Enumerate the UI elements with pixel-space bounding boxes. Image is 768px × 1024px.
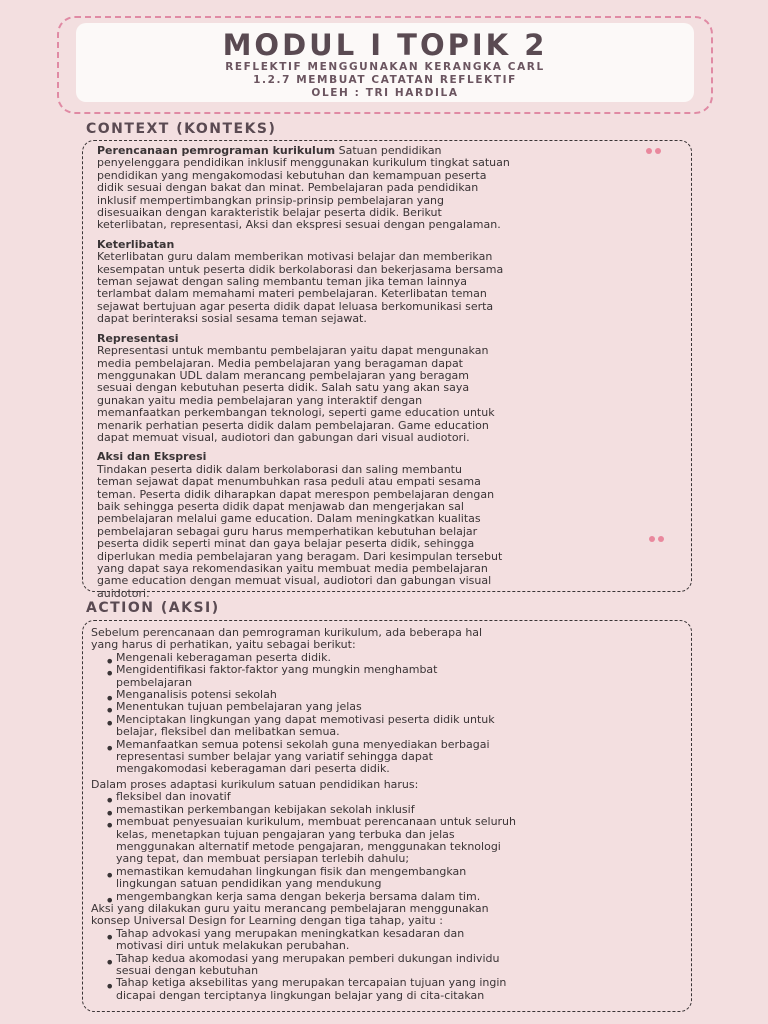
context-intro-line: disesuaikan dengan karakteristik belajar peserta didik. Berikut	[97, 207, 442, 220]
list-item: • Tahap kedua akomodasi yang merupakan pemberi dukungan individu sesuai dengan kebutuhan	[107, 953, 681, 978]
intro-heading: Perencanaan pemrograman kurikulum	[97, 145, 336, 157]
section-line: Tindakan peserta didik dalam berkolaborasi dan saling membantu	[97, 463, 462, 476]
list-item: • Tahap ketiga aksebilitas yang merupakan tercapaian tujuan yang ingin dicapai dengan terciptanya lingkungan belajar yang di cita-citakan	[107, 977, 681, 1002]
context-intro-line: keterlibatan, representasi, Aksi dan ekspresi sesuai dengan pengalaman.	[97, 219, 501, 232]
section-line: gunakan yaitu media pembelajaran yang interaktif dengan	[97, 394, 423, 407]
section-line: terlambat dalam memahami materi pembelajaran. Keterlibatan teman	[97, 288, 487, 301]
list-item: • fleksibel dan inovatif	[107, 791, 681, 803]
list-item: • memastikan kemudahan lingkungan fisik dan mengembangkan lingkungan satuan pendidikan yang mendukung	[107, 866, 681, 891]
adaptation-list	[91, 791, 681, 903]
list-item: • Menentukan tujuan pembelajaran yang jelas	[107, 701, 681, 713]
subtitle-line-1: REFLEKTIF MENGGUNAKAN KERANGKA CARL	[225, 61, 545, 73]
aksi-ekspresi-section	[97, 451, 681, 600]
list-item: • Mengidentifikasi faktor-faktor yang mungkin menghambat pembelajaran	[107, 664, 681, 689]
section-line: menggunakan UDL dalam merancang pembelajaran yang beragam	[97, 369, 470, 382]
context-intro-line: pendidikan yang mengakomodasi kebutuhan dan kemampuan peserta	[97, 169, 487, 182]
section-line: menarik perhatian peserta didik dalam pembelajaran. Game education	[97, 419, 489, 432]
section-line: memanfaatkan perkembangan teknologi, seperti game education untuk	[97, 407, 495, 420]
context-intro-line: didik sesuai dengan bakat dan minat. Pembelajaran pada pendidikan	[97, 182, 479, 195]
section-line: teman. Peserta didik diharapkan dapat merespon pembelajaran dengan	[97, 488, 495, 501]
section-line: game education dengan memuat visual, audiotori dan gabungan visual	[97, 575, 492, 588]
action-intro-line: yang harus di perhatikan, yaitu sebagai berikut:	[91, 639, 356, 652]
keterlibatan-section	[97, 239, 681, 326]
preparation-list	[91, 652, 681, 776]
section-line: teman sejawat dapat menumbuhkan rasa peduli atau empati sesama	[97, 476, 481, 489]
list-item: • Menciptakan lingkungan yang dapat memotivasi peserta didik untuk belajar, fleksibel dan melibatkan semua.	[107, 714, 681, 739]
udl-intro-line: konsep Universal Design for Learning dengan tiga tahap, yaitu :	[91, 915, 443, 928]
section-line: Representasi untuk membantu pembelajaran yaitu dapat mengunakan	[97, 345, 489, 358]
section-line: teman sejawat dengan saling membantu teman jika teman lainnya	[97, 276, 468, 289]
section-line: sejawat bertujuan agar peserta didik dapat leluasa berkomunikasi serta	[97, 300, 494, 313]
section-heading: Aksi dan Ekspresi	[97, 451, 207, 464]
section-line: media pembelajaran. Media pembelajaran yang beragaman dapat	[97, 357, 463, 370]
list-item: • Menganalisis potensi sekolah	[107, 689, 681, 701]
section-line: sesuai dengan kebutuhan peserta didik. Salah satu yang akan saya	[97, 382, 470, 395]
action-box	[82, 620, 692, 1012]
section-line: auidotori.	[97, 587, 150, 600]
action-intro-line: Sebelum perencanaan dan pemrograman kurikulum, ada beberapa hal	[91, 627, 483, 639]
section-line: pembelajaran sebagai guru harus memperhatikan kebutuhan belajar	[97, 525, 478, 538]
context-intro: Perencanaan pemrograman kurikulum Satuan pendidikan penyelenggara pendidikan inklusif menggunakan kurikulum tingkat satuan pendidikan yang mengakomodasi kebutuhan dan kemampuan peserta didik sesuai dengan bakat dan minat. Pembelajaran pada pendidikan inklusif mempertimbangkan prinsip-prinsip pembelajaran yang disesuaikan dengan karakteristik belajar peserta didik. Berikut keterlibatan, representasi, Aksi dan ekspresi sesuai dengan pengalaman.	[97, 145, 681, 232]
context-section-title: CONTEXT (KONTEKS)	[86, 121, 277, 137]
section-line: kesempatan untuk peserta didik berkolaborasi dan bekerjasama bersama	[97, 263, 504, 276]
subtitle-line-3: OLEH : TRI HARDILA	[311, 87, 459, 99]
section-line: yang dapat saya rekomendasikan yaitu membuat media pembelajaran	[97, 563, 488, 575]
list-item: • Memanfaatkan semua potensi sekolah guna menyediakan berbagai representasi sumber belajar yang variatif sehingga dapat mengakomodasi keberagaman dari peserta didik.	[107, 739, 681, 776]
section-heading: Keterlibatan	[97, 238, 175, 251]
decorative-dots	[649, 536, 664, 542]
list-item: • membuat penyesuaian kurikulum, membuat perencanaan untuk seluruh kelas, menetapkan tujuan pengajaran yang terbuka dan jelas menggunakan alternatif metode pengajaran, menggunakan teknologi yang tepat, dan membuat persiapan terlebih dahulu;	[107, 816, 681, 866]
list-item: • memastikan perkembangan kebijakan sekolah inklusif	[107, 804, 681, 816]
section-line: dapat memuat visual, audiotori dan gabungan dari visual audiotori.	[97, 431, 470, 444]
section-line: peserta didik seperti minat dan gaya belajar peserta didik, sehingga	[97, 538, 475, 551]
section-line: diperlukan media pembelajaran yang beragam. Dari kesimpulan tersebut	[97, 550, 503, 563]
header-card	[76, 23, 694, 102]
section-line: Keterlibatan guru dalam memberikan motivasi belajar dan memberikan	[97, 251, 493, 264]
list-item: • Tahap advokasi yang merupakan meningkatkan kesadaran dan motivasi diri untuk melakukan perubahan.	[107, 928, 681, 953]
section-line: pembelajaran melalui game education. Dalam meningkatkan kualitas	[97, 513, 481, 526]
context-box	[82, 140, 692, 600]
subtitle-line-2: 1.2.7 MEMBUAT CATATAN REFLEKTIF	[253, 74, 517, 86]
adaptation-intro: Dalam proses adaptasi kurikulum satuan pendidikan harus:	[91, 778, 419, 791]
udl-intro-line: Aksi yang dilakukan guru yaitu merancang pembelajaran menggunakan	[91, 902, 489, 915]
representasi-section	[97, 333, 681, 445]
dot-icon	[658, 536, 664, 542]
list-item: • Mengenali keberagaman peserta didik.	[107, 652, 681, 664]
list-item: • mengembangkan kerja sama dengan bekerja bersama dalam tim.	[107, 891, 681, 903]
page-title: MODUL I TOPIK 2	[222, 28, 548, 62]
section-line: baik sehingga peserta didik dapat menjawab dan mengerjakan sal	[97, 500, 464, 513]
action-section-title: ACTION (AKSI)	[86, 600, 220, 616]
section-heading: Representasi	[97, 332, 179, 345]
context-intro-line: inklusif mempertimbangkan prinsip-prinsip pembelajaran yang	[97, 194, 445, 207]
udl-stages-list	[91, 928, 681, 1002]
section-line: dapat berinteraksi sosial sesama teman sejawat.	[97, 313, 367, 326]
dot-icon	[649, 536, 655, 542]
context-intro-line: penyelenggara pendidikan inklusif menggunakan kurikulum tingkat satuan	[97, 157, 510, 170]
